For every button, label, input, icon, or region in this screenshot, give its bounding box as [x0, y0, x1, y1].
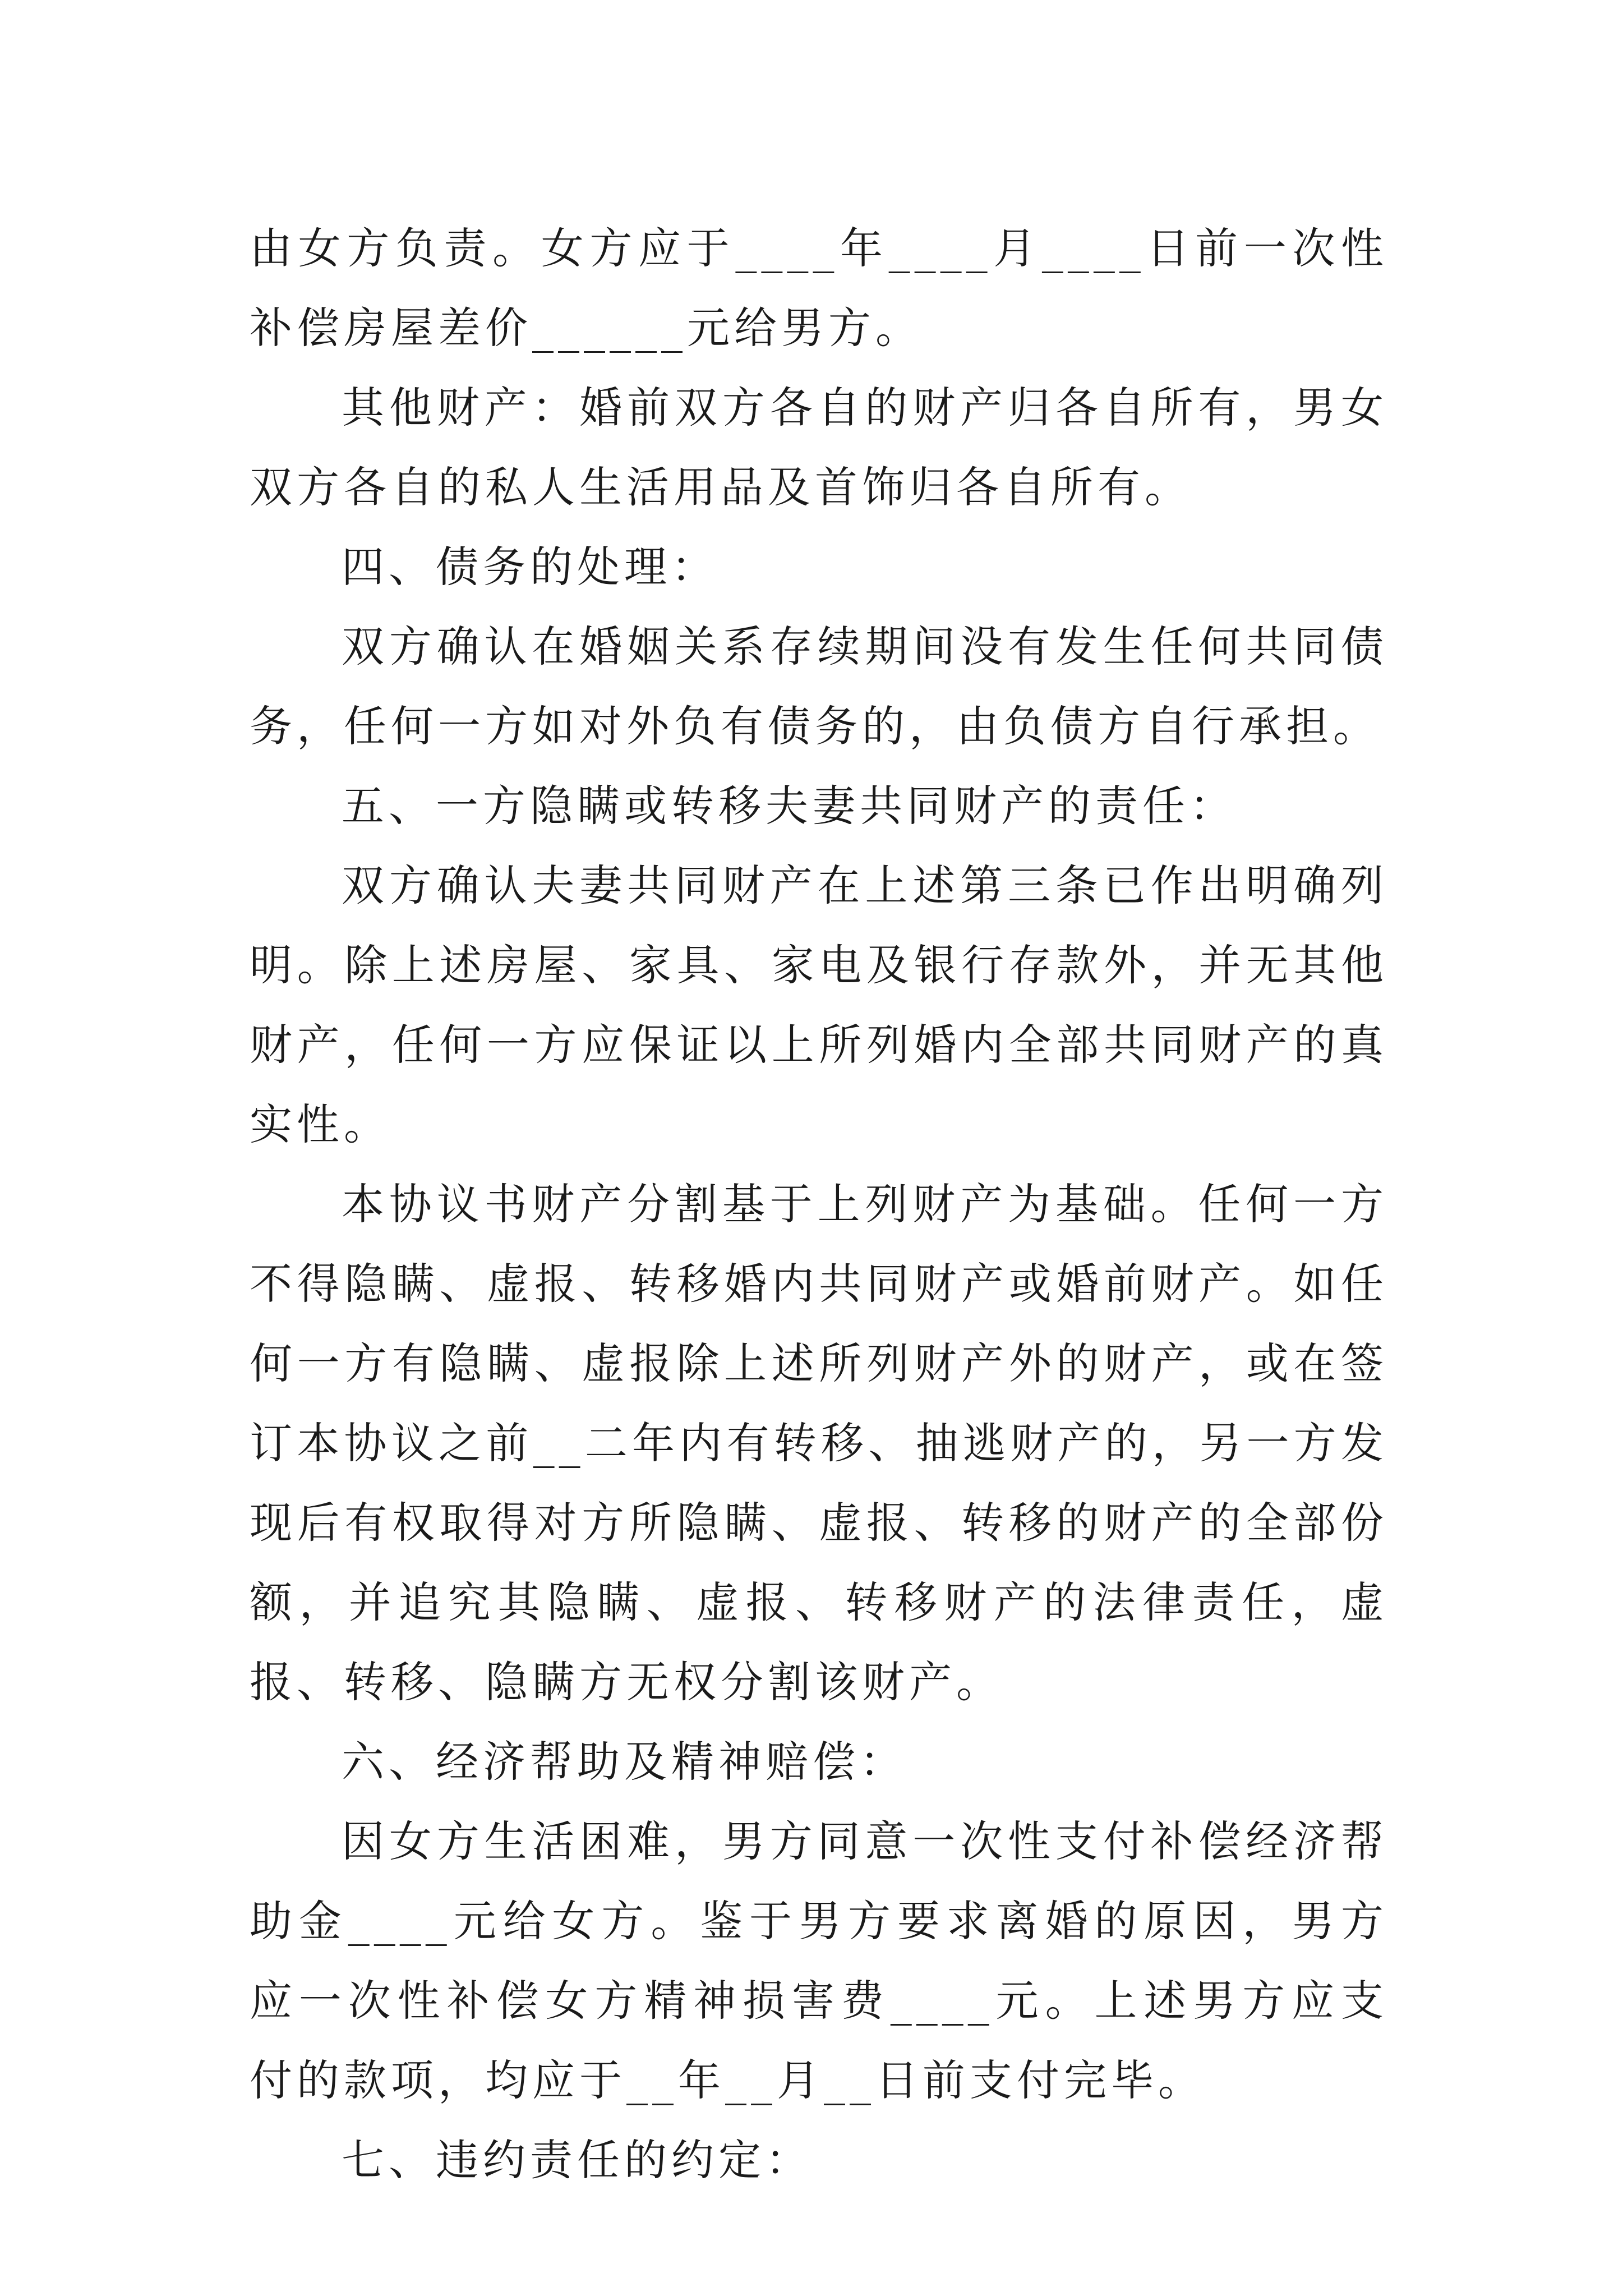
- paragraph-financial-aid-terms: 因女方生活困难，男方同意一次性支付补偿经济帮助金____元给女方。鉴于男方要求离婚的原因，男方应一次性补偿女方精神损害费____元。上述男方应支付的款项，均应于__年__月__日前支付完毕。: [250, 1816, 1388, 2105]
- paragraph-other-property: 其他财产：婚前双方各自的财产归各自所有，男女双方各自的私人生活用品及首饰归各自所有。: [250, 383, 1388, 512]
- heading-debt-handling: 四、债务的处理：: [342, 542, 718, 592]
- heading-breach-liability: 七、违约责任的约定：: [342, 2135, 813, 2185]
- document-body: [250, 209, 1388, 2200]
- paragraph-debt-confirmation: 双方确认在婚姻关系存续期间没有发生任何共同债务，任何一方如对外负有债务的，由负债方自行承担。: [250, 622, 1388, 751]
- paragraph-concealment-terms: 本协议书财产分割基于上列财产为基础。任何一方不得隐瞒、虚报、转移婚内共同财产或婚前财产。如任何一方有隐瞒、虚报除上述所列财产外的财产，或在签订本协议之前__二年内有转移、抽逃财产的，另一方发现后有权取得对方所隐瞒、虚报、转移的财产的全部份额，并追究其隐瞒、虚报、转移财产的法律责任，虚报、转移、隐瞒方无权分割该财产。: [250, 1179, 1388, 1707]
- paragraph-property-confirmation: 双方确认夫妻共同财产在上述第三条已作出明确列明。除上述房屋、家具、家电及银行存款外，并无其他财产，任何一方应保证以上所列婚内全部共同财产的真实性。: [250, 861, 1388, 1149]
- heading-concealment-liability: 五、一方隐瞒或转移夫妻共同财产的责任：: [342, 781, 1237, 831]
- paragraph-house-compensation: 由女方负责。女方应于____年____月____日前一次性补偿房屋差价______元给男方。: [250, 223, 1388, 353]
- heading-financial-aid: 六、经济帮助及精神赔偿：: [342, 1737, 907, 1787]
